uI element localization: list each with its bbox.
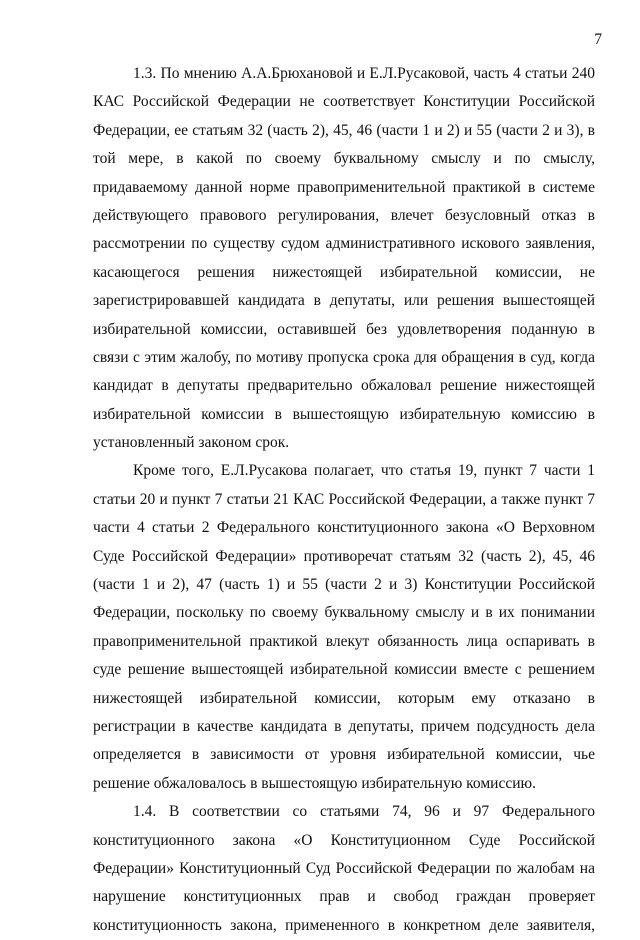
text-line: суде решение вышестоящей избирательной комиссии вместе с решением — [93, 661, 595, 679]
page-number: 7 — [594, 31, 602, 48]
text-line: (части 1 и 2), 47 (часть 1) и 55 (части 2 и 3) Конституции Российской — [93, 576, 595, 594]
text-line: зарегистрировавшей кандидата в депутаты, или решения вышестоящей — [93, 292, 595, 310]
text-line: избирательной комиссии в вышестоящую избирательную комиссию в — [93, 405, 595, 423]
text-line: действующего правового регулирования, влечет безусловный отказ в — [93, 206, 595, 224]
text-line: Федерации» Конституционный Суд Российской Федерации по жалобам на — [93, 859, 595, 877]
paragraph-additional — [93, 457, 595, 798]
text-line: конституционность закона, примененного в конкретном деле заявителя, — [93, 916, 595, 934]
text-line: КАС Российской Федерации не соответствует Конституции Российской — [93, 93, 595, 111]
text-line: 1.3. По мнению А.А.Брюхановой и Е.Л.Русаковой, часть 4 статьи 240 — [133, 65, 595, 82]
text-line: Суде Российской Федерации» противоречат статьям 32 (часть 2), 45, 46 — [93, 547, 595, 565]
text-line: 1.4. В соответствии со статьями 74, 96 и 97 Федерального — [133, 803, 595, 821]
text-line: Федерации, ее статьям 32 (часть 2), 45, 46 (части 1 и 2) и 55 (части 2 и 3), в — [93, 121, 595, 139]
text-line: решение обжаловалось в вышестоящую избирательную комиссию. — [93, 774, 536, 792]
paragraph-1-4 — [93, 798, 595, 940]
text-line: статьи 20 и пункт 7 статьи 21 КАС Российской Федерации, а также пункт 7 — [93, 490, 595, 508]
text-line: нижестоящей избирательной комиссии, которым ему отказано в — [93, 689, 595, 707]
text-line: придаваемому данной норме правоприменительной практикой в системе — [93, 178, 595, 196]
text-line: связи с этим жалобу, по мотиву пропуска срока для обращения в суд, когда — [93, 348, 595, 366]
text-line: регистрации в качестве кандидата в депутаты, причем подсудность дела — [93, 717, 595, 735]
text-line: определяется в зависимости от уровня избирательной комиссии, чье — [93, 746, 595, 764]
text-line: конституционного закона «О Конституционном Суде Российской — [93, 831, 595, 849]
text-line: рассмотрении по существу судом административного искового заявления, — [93, 235, 595, 253]
text-line: Федерации, поскольку по своему буквальному смыслу и в их понимании — [93, 604, 595, 622]
document-body — [93, 60, 595, 940]
text-line: той мере, в какой по своему буквальному смыслу и по смыслу, — [93, 150, 595, 168]
text-line: кандидат в депутаты предварительно обжаловал решение нижестоящей — [93, 377, 595, 395]
text-line: избирательной комиссии, оставившей без удовлетворения поданную в — [93, 320, 595, 338]
text-line: правоприменительной практикой влекут обязанность лица оспаривать в — [93, 632, 595, 650]
text-line: касающегося решения нижестоящей избирательной комиссии, не — [93, 263, 595, 281]
text-line: Кроме того, Е.Л.Русакова полагает, что статья 19, пункт 7 части 1 — [133, 462, 595, 480]
paragraph-1-3 — [93, 60, 595, 457]
text-line: установленный законом срок. — [93, 434, 290, 452]
text-line: нарушение конституционных прав и свобод граждан проверяет — [93, 888, 595, 906]
text-line: части 4 статьи 2 Федерального конституционного закона «О Верховном — [93, 519, 595, 537]
